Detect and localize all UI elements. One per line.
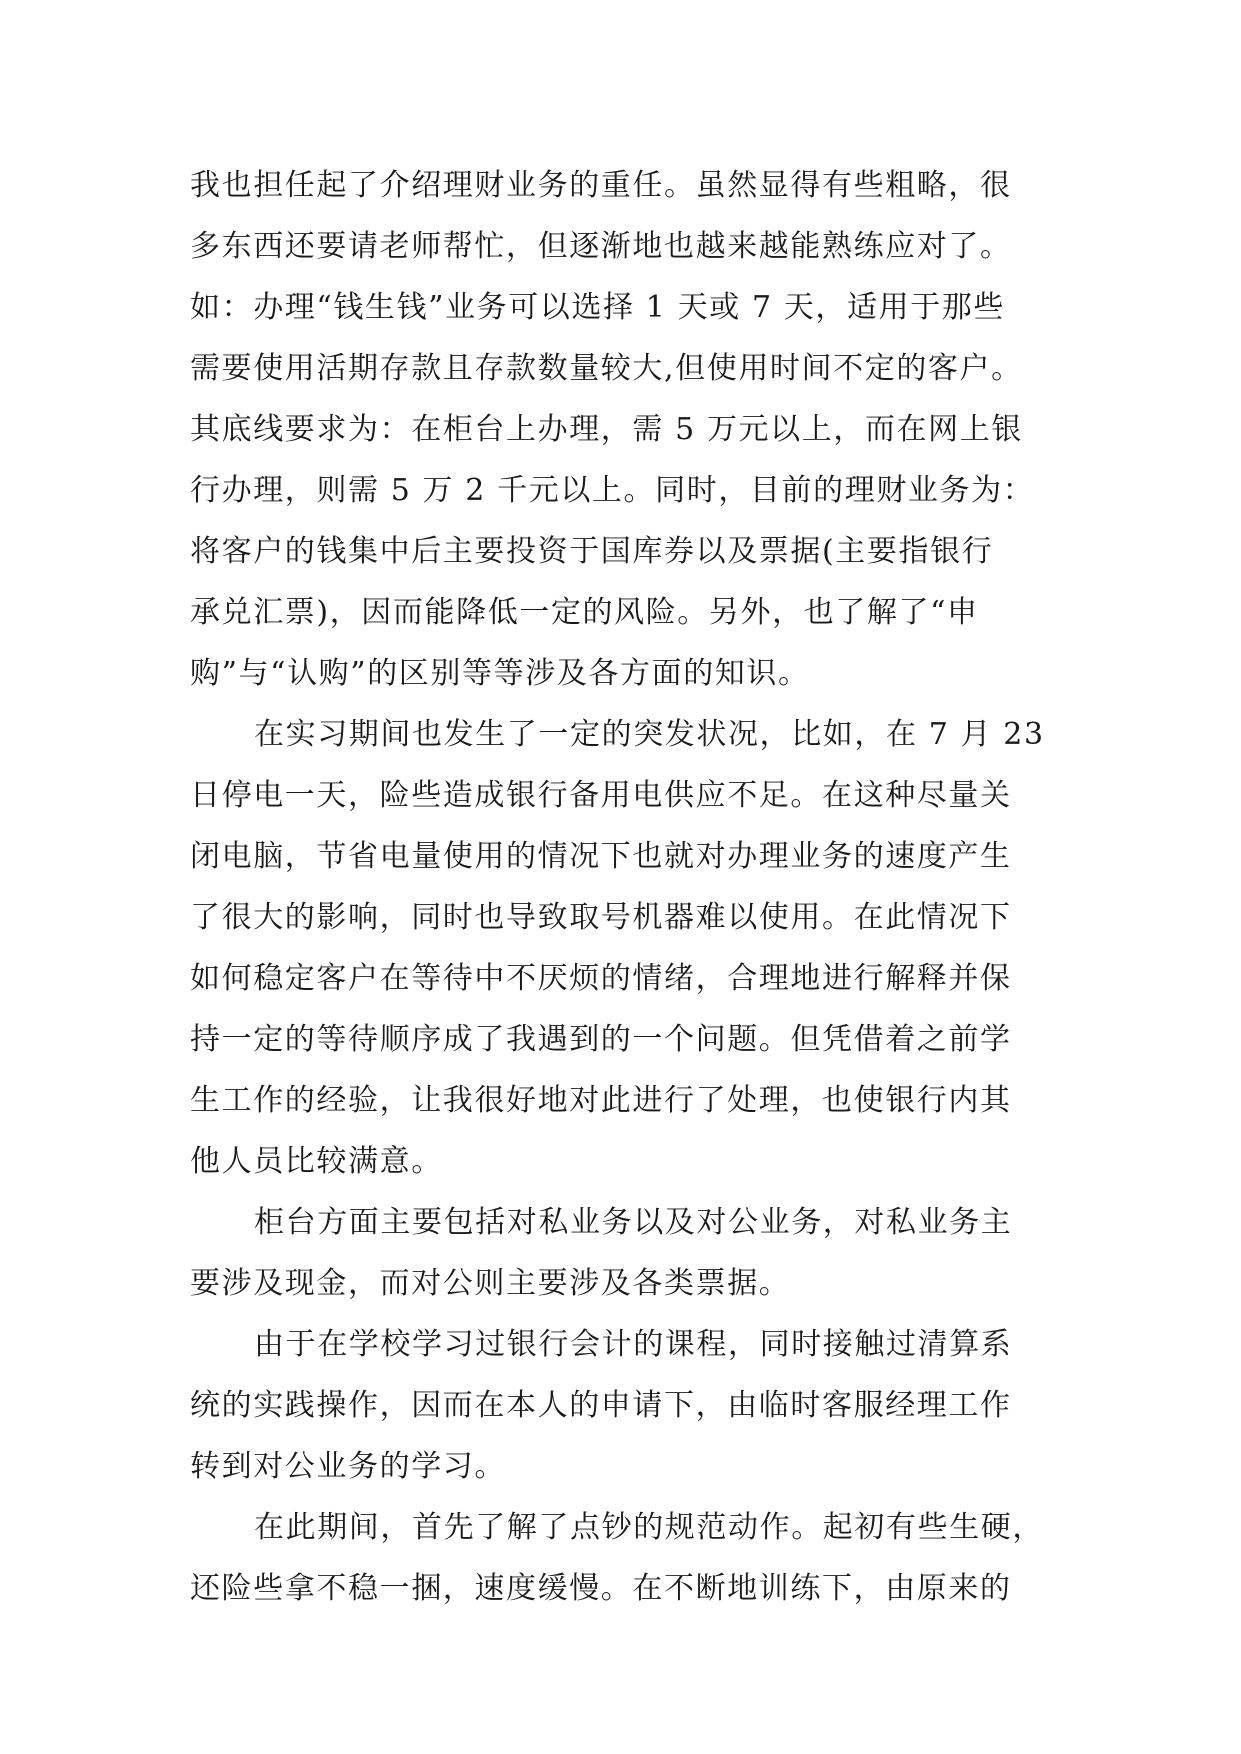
text-line: 多东西还要请老师帮忙，但逐渐地也越来越能熟练应对了。 (190, 229, 1012, 264)
text-line: 承兑汇票)，因而能降低一定的风险。另外，也了解了“申 (190, 595, 979, 630)
text-line: 如：办理“钱生钱”业务可以选择 1 天或 7 天，适用于那些 (190, 290, 1005, 325)
text-line: 由于在学校学习过银行会计的课程，同时接触过清算系 (254, 1327, 1013, 1362)
text-line: 生工作的经验，让我很好地对此进行了处理，也使银行内其 (190, 1083, 1012, 1118)
text-line: 需要使用活期存款且存款数量较大,但使用时间不定的客户。 (190, 351, 1023, 386)
text-line: 我也担任起了介绍理财业务的重任。虽然显得有些粗略，很 (190, 168, 1012, 203)
body-text (190, 155, 1070, 1619)
text-line: 要涉及现金，而对公则主要涉及各类票据。 (190, 1266, 791, 1301)
text-line: 柜台方面主要包括对私业务以及对公业务，对私业务主 (254, 1205, 1013, 1240)
text-line: 持一定的等待顺序成了我遇到的一个问题。但凭借着之前学 (190, 1022, 1012, 1057)
text-line: 日停电一天，险些造成银行备用电供应不足。在这种尽量关 (190, 778, 1012, 813)
text-line: 了很大的影响，同时也导致取号机器难以使用。在此情况下 (190, 900, 1012, 935)
text-line: 将客户的钱集中后主要投资于国库券以及票据(主要指银行 (190, 534, 994, 569)
text-line: 统的实践操作，因而在本人的申请下，由临时客服经理工作 (190, 1388, 1012, 1423)
text-line: 其底线要求为：在柜台上办理，需 5 万元以上，而在网上银 (190, 412, 1023, 447)
text-line: 在此期间，首先了解了点钞的规范动作。起初有些生硬， (254, 1510, 1044, 1545)
text-line: 如何稳定客户在等待中不厌烦的情绪，合理地进行解释并保 (190, 961, 1012, 996)
text-line: 还险些拿不稳一捆，速度缓慢。在不断地训练下，由原来的 (190, 1571, 1012, 1606)
text-line: 行办理，则需 5 万 2 千元以上。同时，目前的理财业务为： (190, 473, 1035, 508)
text-line: 闭电脑，节省电量使用的情况下也就对办理业务的速度产生 (190, 839, 1012, 874)
text-line: 转到对公业务的学习。 (190, 1449, 506, 1484)
text-line: 在实习期间也发生了一定的突发状况，比如，在 7 月 23 (254, 717, 1045, 752)
text-line: 他人员比较满意。 (190, 1144, 443, 1179)
text-line: 购”与“认购”的区别等等涉及各方面的知识。 (190, 656, 810, 691)
